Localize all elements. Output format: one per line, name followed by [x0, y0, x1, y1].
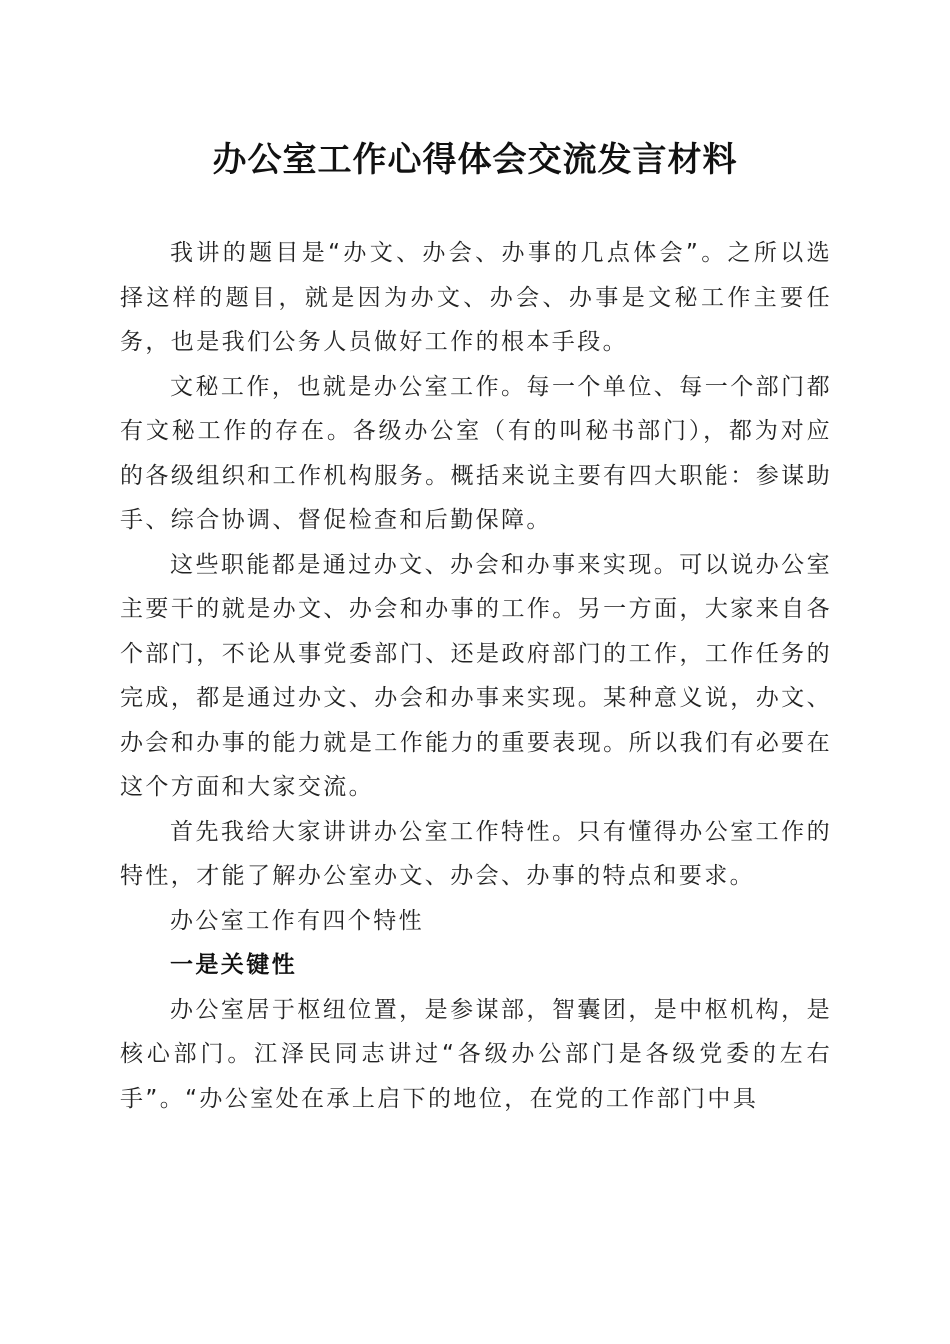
paragraph-four-characteristics: 办公室工作有四个特性	[170, 907, 424, 934]
document-title: 办公室工作心得体会交流发言材料	[212, 140, 738, 180]
document-body	[120, 231, 832, 1121]
section-heading-key-role: 一是关键性	[170, 952, 297, 978]
paragraph-hub-position: 办公室居于枢纽位置，是参谋部，智囊团，是中枢机构，是核心部门。江泽民同志讲过“各级办公部门是各级党委的左右手”。“办公室处在承上启下的地位，在党的工作部门中具	[120, 996, 832, 1112]
paragraph-functions: 这些职能都是通过办文、办会和办事来实现。可以说办公室主要干的就是办文、办会和办事的工作。另一方面，大家来自各个部门，不论从事党委部门、还是政府部门的工作，工作任务的完成，都是通过办文、办会和办事来实现。某种意义说，办文、办会和办事的能力就是工作能力的重要表现。所以我们有必要在这个方面和大家交流。	[120, 551, 832, 800]
paragraph-intro: 我讲的题目是“办文、办会、办事的几点体会”。之所以选择这样的题目，就是因为办文、办会、办事是文秘工作主要任务，也是我们公务人员做好工作的根本手段。	[120, 240, 832, 355]
paragraph-characteristics-intro: 首先我给大家讲讲办公室工作特性。只有懂得办公室工作的特性，才能了解办公室办文、办会、办事的特点和要求。	[120, 818, 832, 889]
paragraph-secretarial-work: 文秘工作，也就是办公室工作。每一个单位、每一个部门都有文秘工作的存在。各级办公室（有的叫秘书部门），都为对应的各级组织和工作机构服务。概括来说主要有四大职能：参谋助手、综合协调、督促检查和后勤保障。	[120, 373, 832, 533]
